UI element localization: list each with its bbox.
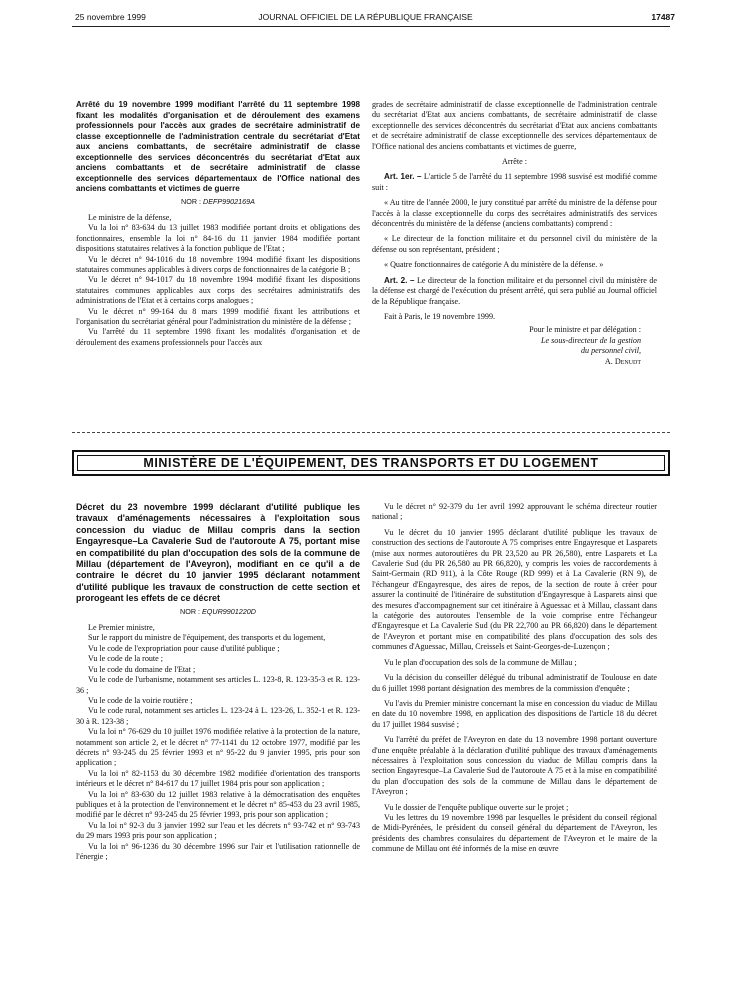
arrete-para: Vu la loi n° 83-634 du 13 juillet 1983 modifiée portant droits et obligations des fonctionnaires, ensemble la loi n° 84-16 du 11 janvier 1984 modifiée portant dispositions statutaires relatives à la fonction publique de l'Etat ;	[76, 223, 360, 254]
arrete-para: Vu le décret n° 99-164 du 8 mars 1999 modifié fixant les attributions et l'organisation du secrétariat général pour l'administration du ministère de la défense ;	[76, 306, 360, 326]
decret-para: Vu la loi n° 76-629 du 10 juillet 1976 modifiée relative à la protection de la nature, notamment son article 2, et le décret n° 77-1141 du 12 octobre 1977, modifié par les décrets n° 93-245 du 25 février 1993 et n° 95-22 du 9 janvier 1995, pris pour son application ;	[76, 727, 360, 768]
decret-para: Vu le décret du 10 janvier 1995 déclarant d'utilité publique les travaux de construction des sections de l'autoroute A 75 comprises entre Engayresque et Lasparets (mise aux normes autoroutières du PR 23,520 au PR 26,580), entre Lasparets et La Cavalerie Sud (du PR 26,580 au PR 66,820), y compris les voies de raccordements à Saint-Germain (RD 911), à la Côte Rouge (RD 999) et à La Cavalerie (RN 9), de l'échangeur d'Engayresque, des aires de repos, de la section de route à créer pour assurer la continuité de l'itinéraire de substitution d'Engayresque à Lasparets ainsi que des mesures d'accompagnement sur cet itinéraire à Aguessac et à Millau, classant dans la catégorie des autoroutes l'ensemble de la voie comprise entre l'échangeur d'Engayresque et La Cavalerie Sud (du PR 22,700 au PR 66,820) dans le département de l'Aveyron et portant mise en compatibilité des plans d'occupation des sols des communes d'Aguessac, Millau, Creissels et Saint-Georges-de-Luzençon ;	[372, 527, 657, 652]
article-2-lead: Art. 2. –	[384, 275, 415, 285]
decret-para: Vu les lettres du 19 novembre 1998 par lesquelles le président du conseil régional de Midi-Pyrénées, le président du conseil général du département de l'Aveyron, les présidents des chambres consulaires du département de l'Aveyron et le maire de la commune de Millau ont été informés de la mise en œuvre	[372, 812, 657, 854]
arrete-para: Le ministre de la défense,	[88, 212, 172, 222]
header-page-number: 17487	[651, 12, 675, 22]
signature-line: Pour le ministre et par délégation :	[529, 325, 641, 335]
arrete-left-column	[76, 100, 360, 415]
header-rule	[72, 26, 670, 27]
article-2-text: Le directeur de la fonction militaire et du personnel civil du ministère de la défense est chargé de l'exécution du présent arrêté, qui sera publié au Journal officiel de la République française.	[372, 275, 657, 306]
decret-para: Le Premier ministre,	[88, 623, 155, 633]
article-1-text: L'article 5 de l'arrêté du 11 septembre 1998 susvisé est modifié comme suit :	[372, 172, 657, 192]
arrete-continuation: grades de secrétaire administratif de classe exceptionnelle de l'administration centrale du secrétariat d'Etat aux anciens combattants, de secrétaire administratif de classe exceptionnelle des services déconcentrés du secrétariat d'Etat aux anciens combattants et de secrétaire administratif de classe exceptionnelle des services départementaux de l'Office national des anciens combattants et victimes de guerre,	[372, 100, 657, 151]
decret-para: Vu le dossier de l'enquête publique ouverte sur le projet ;	[384, 802, 569, 812]
header-date: 25 novembre 1999	[75, 12, 146, 22]
arrete-para: Vu le décret n° 94-1017 du 18 novembre 1994 modifié fixant les dispositions statutaires communes applicables aux corps des secrétaires administratifs des administrations de l'Etat et à certains corps analogues ;	[76, 275, 360, 306]
article-1-quote: « Au titre de l'année 2000, le jury constitué par arrêté du ministre de la défense pour l'accès à la classe exceptionnelle du corps des secrétaires administratifs des services déconcentrés du ministère de la défense (anciens combattants) comprend :	[372, 198, 657, 229]
ministry-title: MINISTÈRE DE L'ÉQUIPEMENT, DES TRANSPORTS ET DU LOGEMENT	[143, 456, 599, 470]
decret-para: Vu le code de l'expropriation pour cause d'utilité publique ;	[88, 643, 280, 653]
decret-nor	[76, 607, 360, 617]
decret-title: Décret du 23 novembre 1999 déclarant d'utilité publique les travaux d'aménagements nécessaires à l'exploitation sous concession du viaduc de Millau compris dans la section Engayresque–La Cavalerie Sud de l'autoroute A 75, portant mise en compatibilité du plan d'occupation des sols de la commune de Millau (département de l'Aveyron), modifiant en ce qu'il a de contraire le décret du 10 janvier 1995 déclarant notamment d'utilité publique les travaux de construction de cette section et prorogeant les effets de ce décret	[76, 502, 360, 604]
decret-left-column	[76, 502, 360, 984]
decret-nor-code: EQUR9901220D	[202, 606, 256, 616]
decret-para: Vu la loi n° 83-630 du 12 juillet 1983 relative à la démocratisation des enquêtes publiques et à la protection de l'environnement et le décret n° 85-453 du 23 avril 1985, modifié par le décret n° 93-245 du 25 février 1993, pris pour son application ;	[76, 789, 360, 820]
decret-para: Vu l'avis du Premier ministre concernant la mise en concession du viaduc de Millau en date du 10 novembre 1998, en application des dispositions de l'article 18 du décret du 17 juillet 1984 susvisé ;	[372, 698, 657, 729]
decret-para: Vu le code du domaine de l'Etat ;	[88, 664, 196, 674]
header-journal-title: JOURNAL OFFICIEL DE LA RÉPUBLIQUE FRANÇAISE	[258, 12, 473, 22]
decret-para: Vu la décision du conseiller délégué du tribunal administratif de Toulouse en date du 6 juillet 1998 portant désignation des membres de la commission d'enquête ;	[372, 673, 657, 693]
decret-para: Vu le code de la voirie routière ;	[88, 695, 193, 705]
arrete-title: Arrêté du 19 novembre 1999 modifiant l'arrêté du 11 septembre 1998 fixant les modalités d'organisation et de déroulement des examens professionnels pour l'accès aux grades de secrétaire administratif de classe exceptionnelle de l'administration centrale du secrétariat d'Etat aux anciens combattants, de secrétaire administratif de classe exceptionnelle des services déconcentrés du secrétariat d'Etat aux anciens combattants et de secrétaire administratif de classe exceptionnelle des services départementaux de l'Office national des anciens combattants et victimes de guerre	[76, 100, 360, 193]
article-1	[372, 172, 657, 193]
decret-para: Vu le code rural, notamment ses articles L. 123-24 à L. 123-26, L. 352-1 et R. 123-30 à R. 123-38 ;	[76, 706, 360, 726]
section-separator	[72, 432, 670, 433]
decret-para: Vu le décret n° 92-379 du 1er avril 1992 approuvant le schéma directeur routier national ;	[372, 502, 657, 522]
arrete-para: Vu le décret n° 94-1016 du 18 novembre 1994 modifié fixant les dispositions statutaires communes applicables à divers corps de fonctionnaires de la catégorie B ;	[76, 254, 360, 274]
ministry-banner	[72, 450, 670, 476]
article-1-quote: « Quatre fonctionnaires de catégorie A du ministère de la défense. »	[384, 260, 604, 270]
article-2	[372, 276, 657, 307]
arrete-nor-code: DEFP9902169A	[203, 196, 255, 206]
decret-nor-label: NOR :	[180, 606, 200, 616]
decret-para: Vu l'arrêté du préfet de l'Aveyron en date du 13 novembre 1998 portant ouverture d'une enquête préalable à la déclaration d'utilité publique des travaux d'aménagements nécessaires à l'exploitation sous concession du viaduc de Millau compris dans la section Engayresque–La Cavalerie Sud de l'autoroute A 75 et à la mise en compatibilité du plan d'occupation des sols de la commune de Millau dans le département de l'Aveyron ;	[372, 735, 657, 797]
arrete-nor-label: NOR :	[181, 196, 201, 206]
signature-line: du personnel civil,	[580, 346, 641, 356]
decret-para: Sur le rapport du ministre de l'équipement, des transports et du logement,	[88, 633, 326, 643]
decret-right-column	[372, 502, 657, 984]
decret-para: Vu le code de la route ;	[88, 654, 164, 664]
article-1-quote: « Le directeur de la fonction militaire et du personnel civil du ministère de la défense ou son représentant, président ;	[372, 234, 657, 254]
decret-para: Vu le plan d'occupation des sols de la commune de Millau ;	[384, 657, 577, 667]
arrete-keyword: Arrête :	[502, 157, 527, 167]
arrete-nor	[76, 197, 360, 207]
arrete-signature	[372, 325, 657, 367]
decret-para: Vu la loi n° 92-3 du 3 janvier 1992 sur l'eau et les décrets n° 93-742 et n° 93-743 du 29 mars 1993 pris pour son application ;	[76, 820, 360, 841]
decret-para: Vu la loi n° 96-1236 du 30 décembre 1996 sur l'air et l'utilisation rationnelle de l'énergie ;	[76, 841, 360, 861]
signatory-name: A. Denudt	[604, 356, 641, 366]
arrete-right-column	[372, 100, 657, 415]
article-1-lead: Art. 1er. –	[384, 172, 422, 182]
signature-line: Le sous-directeur de la gestion	[541, 335, 641, 345]
decret-para: Vu la loi n° 82-1153 du 30 décembre 1982 modifiée d'orientation des transports intérieurs et le décret n° 84-617 du 17 juillet 1984 pris pour son application ;	[76, 768, 360, 789]
arrete-fait: Fait à Paris, le 19 novembre 1999.	[384, 311, 496, 321]
decret-para: Vu le code de l'urbanisme, notamment ses articles L. 123-8, R. 123-35-3 et R. 123-36 ;	[76, 675, 360, 695]
arrete-para: Vu l'arrêté du 11 septembre 1998 fixant les modalités d'organisation et de déroulement des examens professionnels pour l'accès aux	[76, 327, 360, 347]
